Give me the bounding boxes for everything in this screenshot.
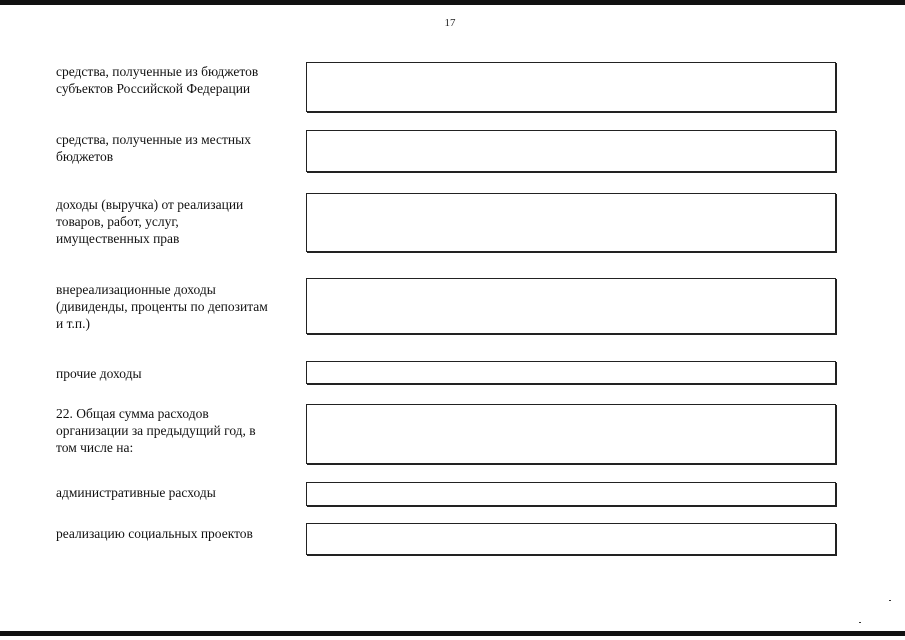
label-local-budget-funds: средства, полученные из местных бюджетов [56,132,251,164]
field-total-expenses[interactable] [306,404,836,464]
bottom-border-line [0,631,905,636]
field-sales-revenue[interactable] [306,193,836,252]
field-administrative-expenses[interactable] [306,482,836,506]
label-other-income: прочие доходы [56,366,142,381]
label-non-operating-income: внереализационные доходы (дивиденды, проценты по депозитам и т.п.) [56,282,268,331]
label-regional-budget-funds: средства, полученные из бюджетов субъектов Российской Федерации [56,64,259,96]
field-social-projects[interactable] [306,523,836,555]
field-non-operating-income[interactable] [306,278,836,334]
field-other-income[interactable] [306,361,836,384]
scan-speck [859,622,861,623]
page-number: 17 [444,17,456,29]
field-regional-budget-funds[interactable] [306,62,836,112]
label-total-expenses: 22. Общая сумма расходов организации за предыдущий год, в том числе на: [56,406,256,455]
field-local-budget-funds[interactable] [306,130,836,172]
label-sales-revenue: доходы (выручка) от реализации товаров, работ, услуг, имущественных прав [56,197,244,246]
label-social-projects: реализацию социальных проектов [56,526,253,541]
scan-speck [889,600,891,601]
label-administrative-expenses: административные расходы [56,485,216,500]
top-border-line [0,0,905,5]
